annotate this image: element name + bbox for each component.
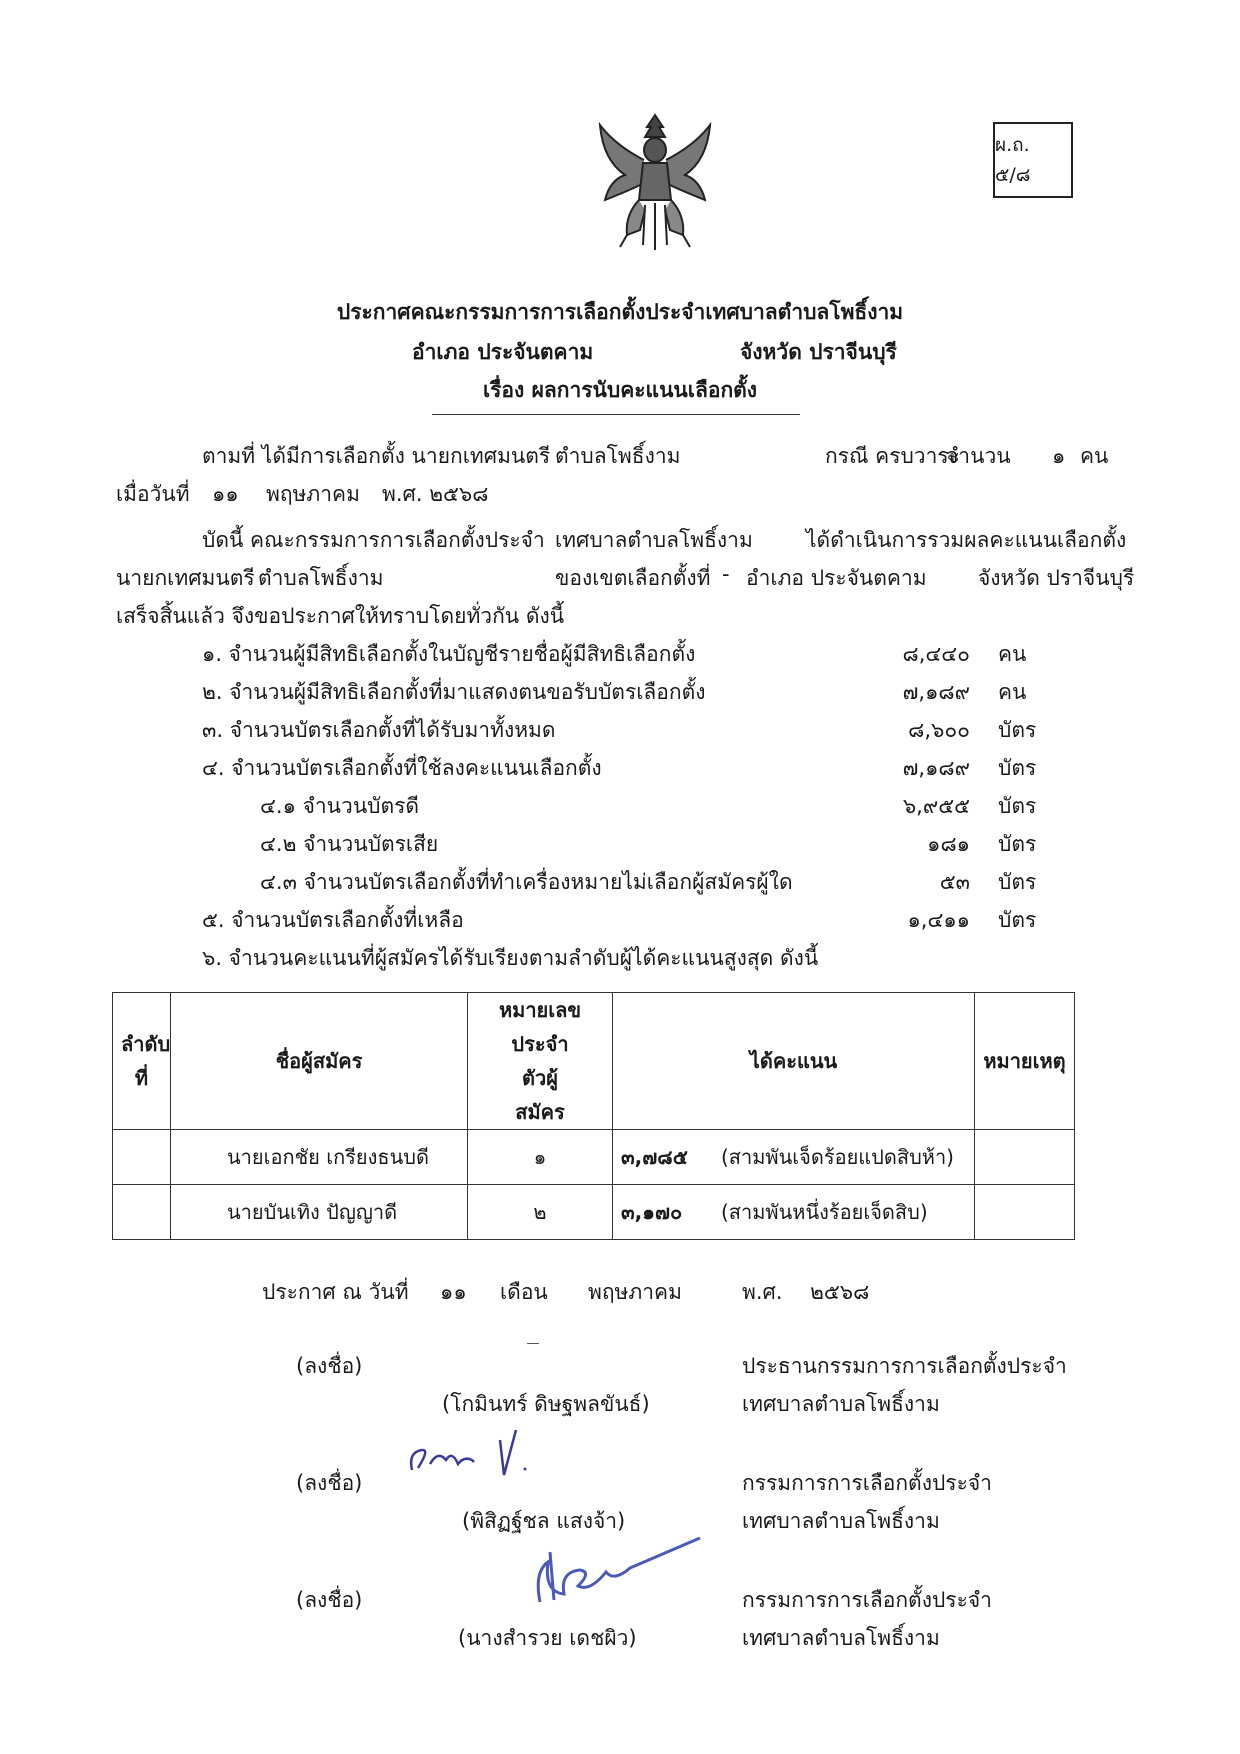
sign-label: (ลงชื่อ) bbox=[296, 1354, 363, 1378]
item-label: ๔.๑ จำนวนบัตรดี bbox=[260, 794, 420, 818]
item-value: ๗,๑๘๙ bbox=[902, 756, 970, 780]
row-score-cell bbox=[613, 1185, 975, 1240]
intro-4e: อำเภอ ประจันตคาม bbox=[746, 566, 927, 590]
announce-a: ประกาศ ณ วันที่ bbox=[262, 1280, 409, 1304]
item-unit: คน bbox=[998, 642, 1027, 666]
item-label: ๓. จำนวนบัตรเลือกตั้งที่ได้รับมาทั้งหมด bbox=[202, 718, 556, 742]
signer-role: ประธานกรรมการการเลือกตั้งประจำ bbox=[742, 1354, 1067, 1378]
table-row bbox=[113, 1185, 1075, 1240]
item-value: ๘,๖๐๐ bbox=[908, 718, 970, 742]
intro-2a: เมื่อวันที่ bbox=[116, 482, 190, 506]
item-unit: บัตร bbox=[998, 832, 1037, 856]
header-subject: เรื่อง ผลการนับคะแนนเลือกตั้ง bbox=[482, 378, 758, 402]
item-label: ๒. จำนวนผู้มีสิทธิเลือกตั้งที่มาแสดงตนขอรับบัตรเลือกตั้ง bbox=[202, 680, 706, 704]
sign-label: (ลงชื่อ) bbox=[296, 1588, 363, 1612]
signer-role: กรรมการการเลือกตั้งประจำ bbox=[742, 1471, 992, 1495]
signer-role: กรรมการการเลือกตั้งประจำ bbox=[742, 1588, 992, 1612]
row-score: ๓,๑๗๐ bbox=[621, 1200, 683, 1224]
item-value: ๘,๔๔๐ bbox=[902, 642, 970, 666]
item-unit: บัตร bbox=[998, 794, 1037, 818]
intro-1a: ตามที่ ได้มีการเลือกตั้ง นายกเทศมนตรี bbox=[202, 444, 551, 468]
intro-2c: พฤษภาคม bbox=[266, 482, 360, 506]
row-name: นายเอกชัย เกรียงธนบดี bbox=[171, 1130, 468, 1185]
signature-mark bbox=[527, 1343, 539, 1344]
signer-role-org: เทศบาลตำบลโพธิ์งาม bbox=[742, 1626, 940, 1650]
signer-role-org: เทศบาลตำบลโพธิ์งาม bbox=[742, 1392, 940, 1416]
col-order-header: ลำดับที่ bbox=[113, 993, 171, 1130]
header-district: อำเภอ ประจันตคาม bbox=[412, 340, 594, 364]
signer-name: (โกมินทร์ ดิษฐพลขันธ์) bbox=[442, 1392, 650, 1416]
col-number-header: หมายเลขประจำตัวผู้สมัคร bbox=[468, 993, 613, 1130]
announce-day: ๑๑ bbox=[440, 1280, 467, 1304]
row-score-text: (สามพันหนึ่งร้อยเจ็ดสิบ) bbox=[721, 1200, 928, 1224]
intro-4a: นายกเทศมนตรี bbox=[116, 566, 255, 590]
intro-4d: - bbox=[722, 562, 730, 586]
sign-label: (ลงชื่อ) bbox=[296, 1471, 363, 1495]
col-score-header: ได้คะแนน bbox=[613, 993, 975, 1130]
intro-2b: ๑๑ bbox=[212, 482, 239, 506]
header-province: จังหวัด ปราจีนบุรี bbox=[740, 340, 897, 364]
row-note bbox=[975, 1185, 1075, 1240]
intro-4c: ของเขตเลือกตั้งที่ bbox=[555, 566, 711, 590]
item-value: ๖,๙๕๕ bbox=[902, 794, 970, 818]
item-unit: บัตร bbox=[998, 718, 1037, 742]
intro-2d: พ.ศ. ๒๕๖๘ bbox=[382, 482, 489, 506]
form-code: ผ.ถ. ๕/๘ bbox=[995, 134, 1031, 186]
intro-4b: ตำบลโพธิ์งาม bbox=[258, 566, 384, 590]
header-title: ประกาศคณะกรรมการการเลือกตั้งประจำเทศบาลตำบลโพธิ์งาม bbox=[336, 300, 904, 324]
header-divider bbox=[432, 414, 800, 415]
announce-month-label: เดือน bbox=[500, 1280, 548, 1304]
item-label: ๑. จำนวนผู้มีสิทธิเลือกตั้งในบัญชีรายชื่อผู้มีสิทธิเลือกตั้ง bbox=[202, 642, 696, 666]
item-unit: คน bbox=[998, 680, 1027, 704]
row-order bbox=[113, 1185, 171, 1240]
item-unit: บัตร bbox=[998, 756, 1037, 780]
intro-1c: กรณี ครบวาระ bbox=[825, 444, 960, 468]
col-name-header: ชื่อผู้สมัคร bbox=[171, 993, 468, 1130]
item-value: ๑,๔๑๑ bbox=[907, 908, 970, 932]
item-value: ๑๘๑ bbox=[927, 832, 970, 856]
row-number: ๑ bbox=[468, 1130, 613, 1185]
form-code-box bbox=[993, 122, 1073, 198]
item-label: ๔.๓ จำนวนบัตรเลือกตั้งที่ทำเครื่องหมายไม่เลือกผู้สมัครผู้ใด bbox=[260, 870, 793, 894]
garuda-emblem-icon bbox=[585, 105, 725, 255]
row-score-cell bbox=[613, 1130, 975, 1185]
intro-5: เสร็จสิ้นแล้ว จึงขอประกาศให้ทราบโดยทั่วกัน ดังนี้ bbox=[116, 604, 565, 628]
row-score-text: (สามพันเจ็ดร้อยแปดสิบห้า) bbox=[721, 1145, 954, 1169]
row-order bbox=[113, 1130, 171, 1185]
intro-1b: ตำบลโพธิ์งาม bbox=[555, 444, 681, 468]
handwritten-signature-icon bbox=[400, 1420, 580, 1490]
item-6-label: ๖. จำนวนคะแนนที่ผู้สมัครได้รับเรียงตามลำดับผู้ได้คะแนนสูงสุด ดังนี้ bbox=[202, 946, 819, 970]
announce-month: พฤษภาคม bbox=[588, 1280, 682, 1304]
signer-role-org: เทศบาลตำบลโพธิ์งาม bbox=[742, 1509, 940, 1533]
row-name: นายบันเทิง ปัญญาดี bbox=[171, 1185, 468, 1240]
results-table bbox=[112, 992, 1075, 1240]
item-label: ๔. จำนวนบัตรเลือกตั้งที่ใช้ลงคะแนนเลือกตั้ง bbox=[202, 756, 602, 780]
intro-3c: ได้ดำเนินการรวมผลคะแนนเลือกตั้ง bbox=[806, 528, 1127, 552]
intro-1e: ๑ bbox=[1052, 444, 1066, 468]
intro-4f: จังหวัด ปราจีนบุรี bbox=[978, 566, 1135, 590]
table-row bbox=[113, 1130, 1075, 1185]
signer-name: (นางสำรวย เดชผิว) bbox=[458, 1626, 637, 1650]
signer-name: (พิสิฏฐ์ชล แสงจ้า) bbox=[462, 1509, 626, 1533]
item-value: ๕๓ bbox=[939, 870, 970, 894]
item-label: ๕. จำนวนบัตรเลือกตั้งที่เหลือ bbox=[202, 908, 464, 932]
row-number: ๒ bbox=[468, 1185, 613, 1240]
intro-3a: บัดนี้ คณะกรรมการการเลือกตั้งประจำ bbox=[202, 528, 545, 552]
col-note-header: หมายเหตุ bbox=[975, 993, 1075, 1130]
row-score: ๓,๗๘๕ bbox=[621, 1145, 688, 1169]
row-note bbox=[975, 1130, 1075, 1185]
announce-year-label: พ.ศ. bbox=[742, 1280, 783, 1304]
announce-year: ๒๕๖๘ bbox=[810, 1280, 870, 1304]
item-unit: บัตร bbox=[998, 870, 1037, 894]
handwritten-signature-icon bbox=[520, 1512, 710, 1612]
intro-1d: จำนวน bbox=[946, 444, 1011, 468]
item-label: ๔.๒ จำนวนบัตรเสีย bbox=[260, 832, 439, 856]
item-value: ๗,๑๘๙ bbox=[902, 680, 970, 704]
intro-1f: คน bbox=[1080, 444, 1109, 468]
item-unit: บัตร bbox=[998, 908, 1037, 932]
table-header-row bbox=[113, 993, 1075, 1130]
intro-3b: เทศบาลตำบลโพธิ์งาม bbox=[555, 528, 753, 552]
